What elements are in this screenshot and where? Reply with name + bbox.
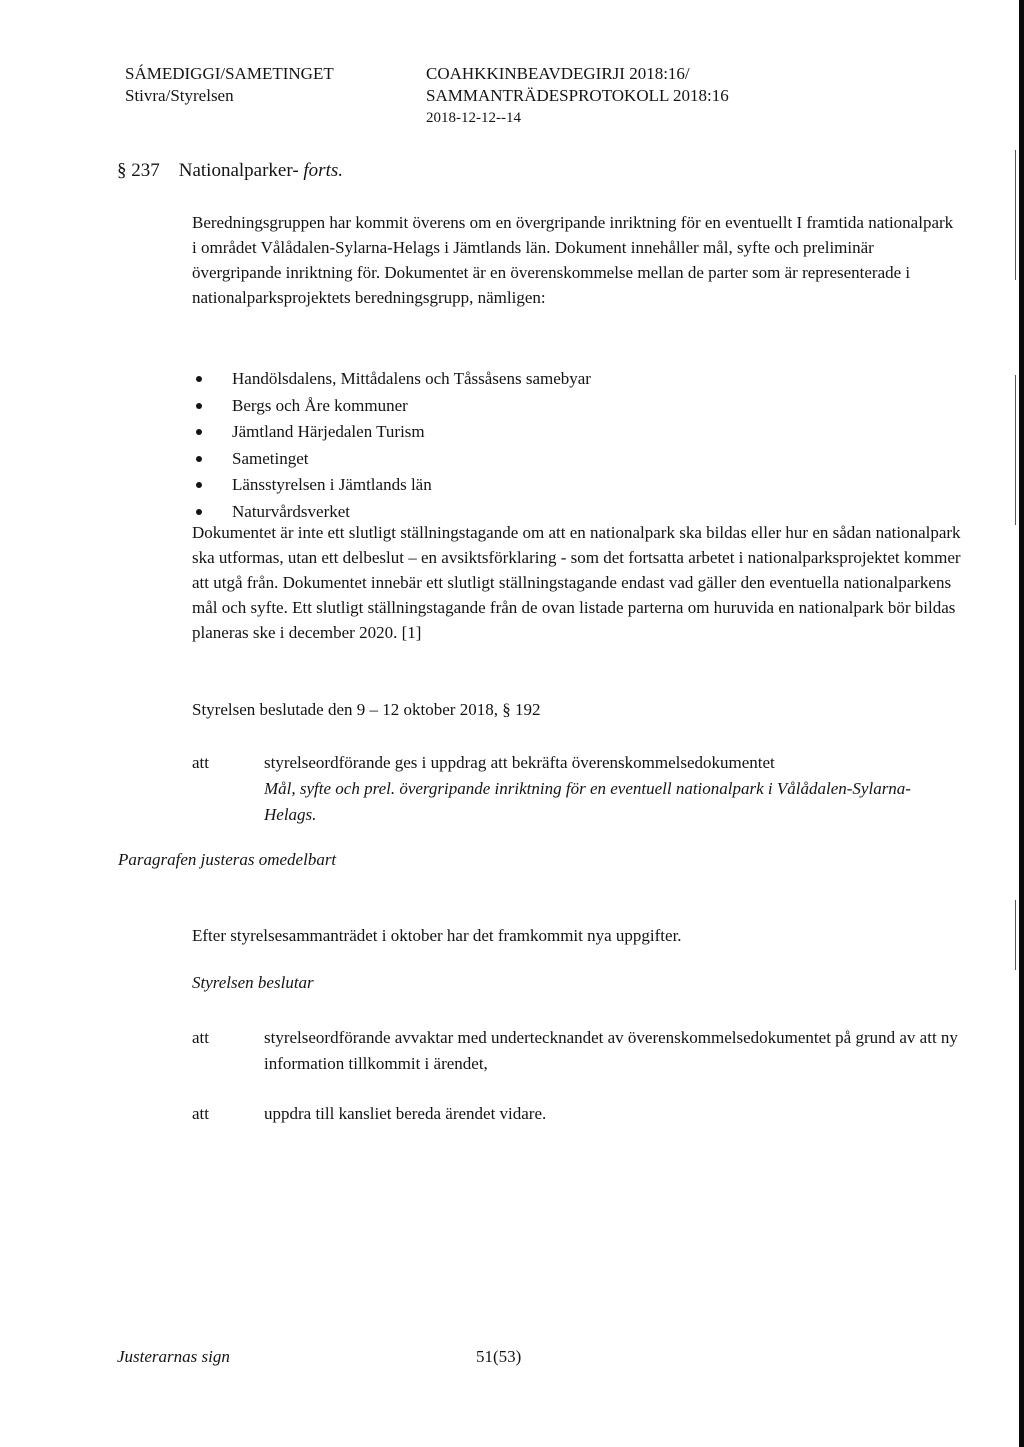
- clause-att: att: [192, 1028, 209, 1047]
- list-item: Sametinget: [192, 446, 591, 473]
- page-number: 51(53): [476, 1347, 522, 1366]
- section-title-suffix: forts.: [303, 160, 344, 181]
- org-unit: Stivra/Styrelsen: [125, 86, 234, 105]
- status-text: Dokumentet är inte ett slutligt ställningstagande om att en nationalpark ska bildas eller hur en sådan nationalpark ska utformas, utan ett delbeslut – en avsiktsförklaring - som det fortsatta arbetet i nationalparksprojektet kommer att utgå från. Dokumentet innebär ett slutligt ställningstagande endast vad gäller den eventuella nationalparkens mål och syfte. Ett slutligt ställningstagande från de ovan listade parterna om huruvida en nationalpark bör bildas planeras ske i december 2020. [1]: [192, 523, 961, 642]
- list-item: Naturvårdsverket: [192, 499, 591, 526]
- scan-edge-mark: [1015, 900, 1016, 970]
- list-item: Länsstyrelsen i Jämtlands län: [192, 472, 591, 499]
- new-information-line: Efter styrelsesammanträdet i oktober har det framkommit nya uppgifter.: [192, 926, 682, 945]
- scan-edge-mark: [1015, 150, 1016, 280]
- clause-text: styrelseordförande avvaktar med undertecknandet av överenskommelsedokumentet på grund av att ny information tillkommit i ärendet,: [264, 1028, 958, 1073]
- clause-text: uppdra till kansliet bereda ärendet vidare.: [264, 1104, 547, 1123]
- signature-label: Justerarnas sign: [117, 1347, 230, 1366]
- list-item: Bergs och Åre kommuner: [192, 393, 591, 420]
- org-name: SÁMEDIGGI/SAMETINGET: [125, 64, 334, 83]
- protocol-number: COAHKKINBEAVDEGIRJI 2018:16/: [426, 64, 690, 83]
- section-number: § 237: [117, 160, 160, 181]
- clause-att: att: [192, 1104, 209, 1123]
- list-item: Handölsdalens, Mittådalens och Tåssåsens samebyar: [192, 366, 591, 393]
- section-heading: [117, 160, 343, 182]
- prior-decision-line: Styrelsen beslutade den 9 – 12 oktober 2018, § 192: [192, 700, 541, 719]
- scan-edge-strip: [1019, 0, 1024, 1447]
- immediate-adjustment-note: Paragrafen justeras omedelbart: [118, 850, 337, 869]
- section-title: Nationalparker-: [178, 160, 304, 181]
- clause-body: [264, 750, 964, 828]
- status-paragraph: [192, 520, 962, 645]
- list-item: Jämtland Härjedalen Turism: [192, 419, 591, 446]
- protocol-date: 2018-12-12--14: [426, 110, 521, 126]
- parties-list: [192, 366, 591, 525]
- document-title: Mål, syfte och prel. övergripande inriktning för en eventuell nationalpark i Vålådalen-Sylarna- Helags.: [264, 779, 911, 824]
- decision-heading: Styrelsen beslutar: [192, 973, 314, 992]
- intro-text: Beredningsgruppen har kommit överens om en övergripande inriktning för en eventuellt I framtida nationalpark i området Vålådalen-Sylarna-Helags i Jämtlands län. Dokument innehåller mål, syfte och preliminär övergripande inriktning för. Dokumentet är en överenskommelse mellan de parter som är representerade i nationalparksprojektets beredningsgrupp, nämligen:: [192, 213, 954, 307]
- intro-paragraph: [192, 210, 962, 310]
- scan-edge-mark: [1015, 375, 1016, 525]
- header-organization: [125, 63, 334, 107]
- protocol-name: SAMMANTRÄDESPROTOKOLL 2018:16: [426, 86, 729, 105]
- clause-att: att: [192, 753, 209, 772]
- clause-text: styrelseordförande ges i uppdrag att bekräfta överenskommelsedokumentet: [264, 753, 775, 772]
- header-protocol: [426, 63, 729, 129]
